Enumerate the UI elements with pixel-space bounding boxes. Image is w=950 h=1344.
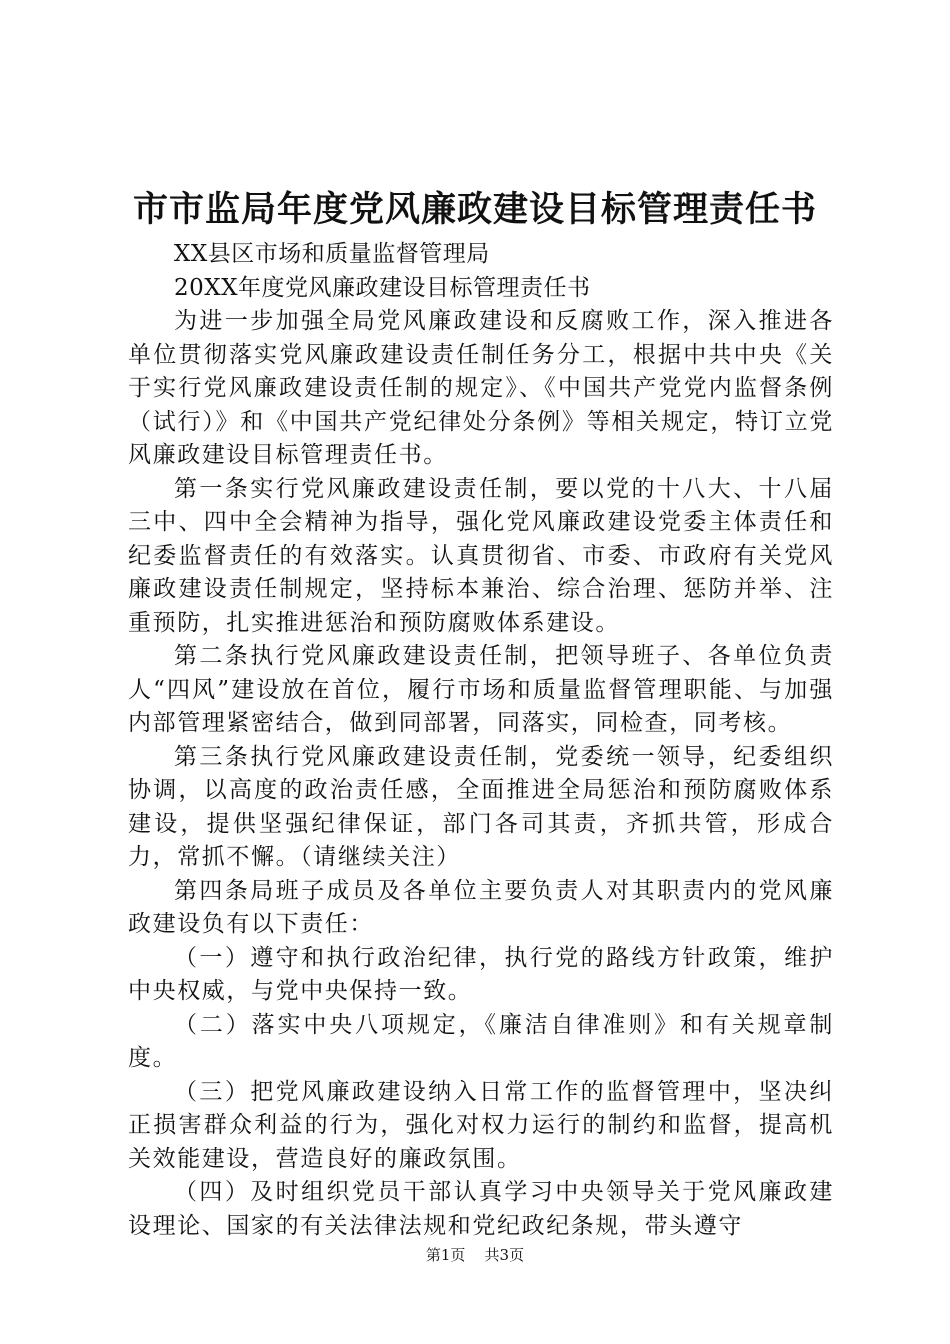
- paragraph-article-2: 第二条执行党风廉政建设责任制，把领导班子、各单位负责人“四风”建设放在首位，履行市场和质量监督管理职能、与加强内部管理紧密结合，做到同部署，同落实，同检查，同考核。: [128, 643, 834, 736]
- page-number: 第1页: [425, 1246, 466, 1264]
- paragraph-item-4: （四）及时组织党员干部认真学习中央领导关于党风廉政建设理论、国家的有关法律法规和党纪政纪条规，带头遵守: [128, 1179, 834, 1239]
- document-title: 市市监局年度党风廉政建设目标管理责任书: [132, 189, 817, 230]
- paragraph-item-3: （三）把党风廉政建设纳入日常工作的监督管理中，坚决纠正损害群众利益的行为，强化对权力运行的制约和监督，提高机关效能建设，营造良好的廉政氛围。: [128, 1078, 834, 1172]
- subtitle-line: 20XX年度党风廉政建设目标管理责任书: [174, 274, 591, 301]
- paragraph-article-4: 第四条局班子成员及各单位主要负责人对其职责内的党风廉政建设负有以下责任：: [128, 877, 834, 937]
- paragraph-item-1: （一）遵守和执行政治纪律，执行党的路线方针政策，维护中央权威，与党中央保持一致。: [128, 944, 834, 1004]
- paragraph-article-3: 第三条执行党风廉政建设责任制，党委统一领导，纪委组织协调，以高度的政治责任感，全面推进全局惩治和预防腐败体系建设，提供坚强纪律保证，部门各司其责，齐抓共管，形成合力，常抓不懈。（请继续关注）: [128, 743, 834, 870]
- paragraph-intro: 为进一步加强全局党风廉政建设和反腐败工作，深入推进各单位贯彻落实党风廉政建设责任制任务分工，根据中共中央《关于实行党风廉政建设责任制的规定》、《中国共产党党内监督条例（试行）》和《中国共产党纪律处分条例》等相关规定，特订立党风廉政建设目标管理责任书。: [128, 308, 834, 468]
- page-total: 共3页: [484, 1246, 525, 1264]
- paragraph-article-1: 第一条实行党风廉政建设责任制，要以党的十八大、十八届三中、四中全会精神为指导，强化党风廉政建设党委主体责任和纪委监督责任的有效落实。认真贯彻省、市委、市政府有关党风廉政建设责任制规定，坚持标本兼治、综合治理、惩防并举、注重预防，扎实推进惩治和预防腐败体系建设。: [128, 475, 834, 636]
- paragraph-item-2: （二）落实中央八项规定，《廉洁自律准则》和有关规章制度。: [128, 1011, 834, 1071]
- page-gap: [470, 1244, 480, 1266]
- page-footer: [0, 1244, 950, 1266]
- document-body: [128, 238, 834, 1243]
- issuer-line: XX县区市场和质量监督管理局: [174, 241, 490, 267]
